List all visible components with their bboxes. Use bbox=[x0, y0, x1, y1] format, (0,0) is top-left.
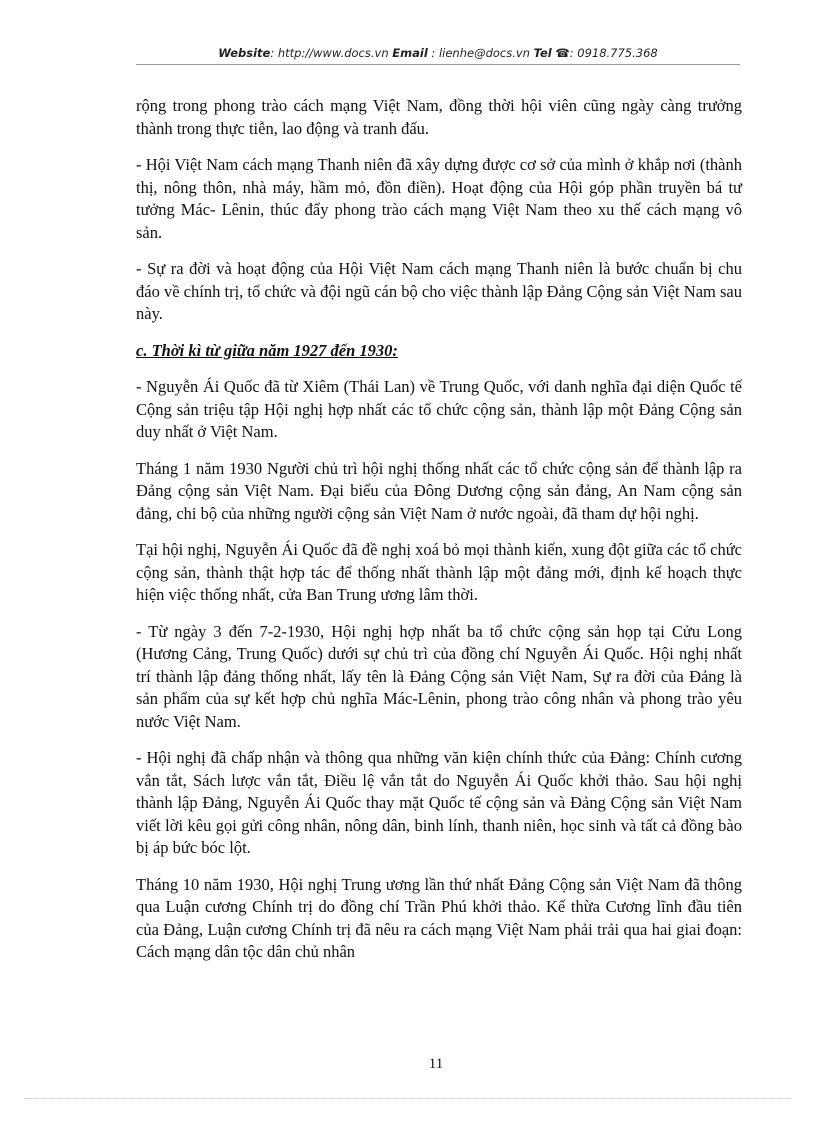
paragraph: - Từ ngày 3 đến 7-2-1930, Hội nghị hợp nhất ba tổ chức cộng sản họp tại Cửu Long (Hương Cảng, Trung Quốc) dưới sự chủ trì của đồng chí Nguyễn Ái Quốc. Hội nghị nhất trí thành lập đảng thống nhất, lấy tên là Đảng Cộng sản Việt Nam, Sự ra đời của Đảng là sản phẩm của sự kết hợp chủ nghĩa Mác-Lênin, phong trào công nhân và phong trào yêu nước Việt Nam. bbox=[136, 621, 742, 731]
tel-number: : 0918.775.368 bbox=[569, 46, 658, 60]
email-link[interactable]: : lienhe@docs.vn bbox=[427, 46, 530, 60]
website-link[interactable]: : http://www.docs.vn bbox=[270, 46, 389, 60]
paragraph: - Sự ra đời và hoạt động của Hội Việt Nam cách mạng Thanh niên là bước chuẩn bị chu đáo về chính trị, tổ chức và đội ngũ cán bộ cho việc thành lập Đảng Cộng sản Việt Nam sau này. bbox=[136, 259, 742, 323]
email-label: Email bbox=[392, 46, 428, 60]
paragraph: - Hội nghị đã chấp nhận và thông qua những văn kiện chính thức của Đảng: Chính cương vắn tắt, Sách lược vắn tắt, Điều lệ vắn tắt do Nguyễn Ái Quốc khởi thảo. Sau hội nghị thành lập Đảng, Nguyễn Ái Quốc thay mặt Quốc tế cộng sản và Đảng Cộng sản Việt Nam viết lời kêu gọi gửi công nhân, nông dân, binh lính, thanh niên, học sinh và tất cả đồng bào bị áp bức bóc lột. bbox=[136, 748, 742, 857]
website-label: Website bbox=[218, 46, 271, 60]
paragraph: Tại hội nghị, Nguyễn Ái Quốc đã đề nghị xoá bỏ mọi thành kiến, xung đột giữa các tổ chức cộng sản, thành thật hợp tác để thống nhất thành lập một đảng mới, định kế hoạch thực hiện việc thống nhất, cửa Ban Trung ương lâm thời. bbox=[136, 540, 742, 604]
section-heading: c. Thời kì từ giữa năm 1927 đến 1930: bbox=[136, 340, 398, 360]
phone-icon: ☎ bbox=[555, 46, 570, 60]
page-number: 11 bbox=[428, 1056, 444, 1072]
paragraph: rộng trong phong trào cách mạng Việt Nam, đồng thời hội viên cũng ngày càng trưởng thành trong thực tiễn, lao động và tranh đấu. bbox=[136, 96, 742, 138]
paragraph: Tháng 1 năm 1930 Người chủ trì hội nghị thống nhất các tổ chức cộng sản để thành lập ra Đảng cộng sản Việt Nam. Đại biểu của Đông Dương cộng sản đảng, An Nam cộng sản đảng, chi bộ của những người cộng sản Việt Nam ở nước ngoài, đã tham dự hội nghị. bbox=[136, 458, 742, 523]
page-header bbox=[136, 46, 740, 60]
paragraph: Tháng 10 năm 1930, Hội nghị Trung ương lần thứ nhất Đảng Cộng sản Việt Nam đã thông qua Luận cương Chính trị do đồng chí Trần Phú khởi thảo. Kế thừa Cương lĩnh đầu tiên của Đảng, Luận cương Chính trị đã nêu ra cách mạng Việt Nam phải trải qua hai giai đoạn: Cách mạng dân tộc dân chủ nhân bbox=[136, 874, 742, 961]
footer-divider bbox=[24, 1098, 792, 1099]
header-divider bbox=[136, 64, 740, 65]
paragraph: - Hội Việt Nam cách mạng Thanh niên đã xây dựng được cơ sở của mình ở khắp nơi (thành thị, nông thôn, nhà máy, hầm mỏ, đồn điền). Hoạt động của Hội góp phần truyền bá tư tưởng Mác- Lênin, thúc đẩy phong trào cách mạng Việt Nam theo xu thế cách mạng vô sản. bbox=[136, 155, 742, 242]
document-body bbox=[136, 95, 742, 978]
tel-label: Tel bbox=[533, 46, 552, 60]
paragraph: - Nguyễn Ái Quốc đã từ Xiêm (Thái Lan) về Trung Quốc, với danh nghĩa đại diện Quốc tế Cộng sản triệu tập Hội nghị hợp nhất các tổ chức cộng sản, thành lập một Đảng Cộng sản duy nhất ở Việt Nam. bbox=[136, 377, 742, 441]
